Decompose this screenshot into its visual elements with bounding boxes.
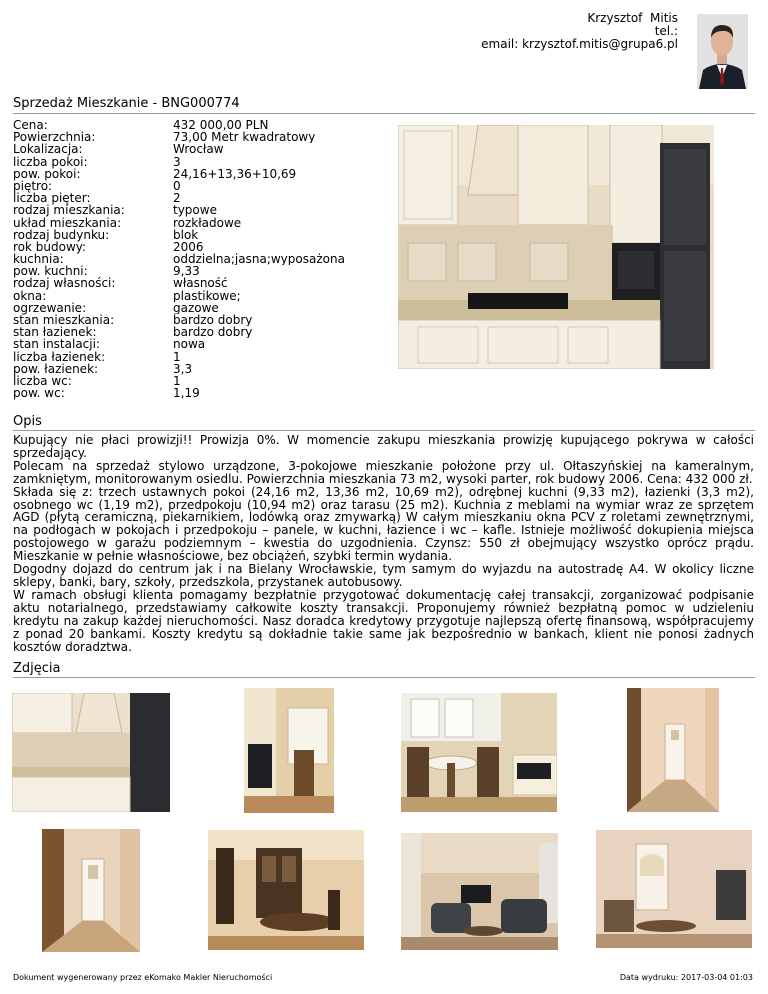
property-row xyxy=(13,277,393,289)
property-row xyxy=(13,143,393,155)
footer-print-date: Data wydruku: 2017-03-04 01:03 xyxy=(619,973,753,982)
description-divider xyxy=(13,430,755,431)
property-label: rodzaj własności: xyxy=(13,276,116,291)
description-paragraph: W ramach obsługi klienta pomagamy bezpłatnie przygotować dokumentację całej transakcji, zorganizować podpisanie aktu notarialnego, przedstawiamy całkowite koszty transakcji. Proponujemy również bezpłatną pomoc w udzieleniu kredytu na zakup każdej nieruchomości. Nasz doradca kredytowy przygotuje najlepszą ofertę finansową, współpracujemy z ponad 20 bankami. Koszty kredytu są dokładnie takie same jak bezpośrednio w bankach, klient nie ponosi żadnych kosztów doradztwa. xyxy=(13,587,754,654)
property-value: 3,3 xyxy=(173,362,193,375)
property-value: 3 xyxy=(173,155,181,168)
property-value: 9,33 xyxy=(173,265,200,278)
property-value: Wrocław xyxy=(173,143,224,156)
property-label: Cena: xyxy=(13,118,48,132)
property-label: piętro: xyxy=(13,178,53,193)
property-value: gazowe xyxy=(173,301,219,314)
property-value: 73,00 Metr kwadratowy xyxy=(173,131,316,144)
gallery-photo-kitchen[interactable] xyxy=(12,693,170,812)
property-label: układ mieszkania: xyxy=(13,215,122,230)
listing-title: Sprzedaż Mieszkanie - BNG000774 xyxy=(13,96,240,111)
property-row xyxy=(13,156,393,168)
gallery-photo-dining[interactable] xyxy=(401,693,557,812)
agent-contact xyxy=(481,12,678,51)
gallery-photo-dining-room[interactable] xyxy=(208,830,364,950)
property-label: pow. wc: xyxy=(13,386,65,401)
property-label: Powierzchnia: xyxy=(13,130,96,145)
description-paragraph: Polecam na sprzedaż stylowo urządzone, 3-pokojowe mieszkanie położone przy ul. Ołtaszyńskiej na kameralnym, zamkniętym, monitorowanym osiedlu. Powierzchnia mieszkania 73 m2, wysoki parter, rok budowy 2006. Cena: 432 000 zł. xyxy=(13,458,754,486)
agent-photo xyxy=(697,14,748,89)
property-row xyxy=(13,241,393,253)
property-row xyxy=(13,375,393,387)
property-value: oddzielna;jasna;wyposażona xyxy=(173,253,345,266)
photos-divider xyxy=(13,677,755,678)
description-heading: Opis xyxy=(13,414,42,429)
property-value: 432 000,00 PLN xyxy=(173,119,269,132)
agent-email[interactable]: email: krzysztof.mitis@grupa6.pl xyxy=(481,37,678,51)
gallery-photo-room[interactable] xyxy=(596,830,752,948)
property-label: stan mieszkania: xyxy=(13,313,115,327)
title-divider xyxy=(13,113,755,114)
photos-heading: Zdjęcia xyxy=(13,661,61,676)
property-label: liczba wc: xyxy=(13,373,72,388)
property-label: pow. kuchni: xyxy=(13,264,88,279)
property-value: 2 xyxy=(173,192,181,205)
property-row xyxy=(13,387,393,399)
property-label: rodzaj mieszkania: xyxy=(13,203,125,218)
property-label: liczba pokoi: xyxy=(13,154,88,169)
property-value: 0 xyxy=(173,179,181,193)
footer-generated-by: Dokument wygenerowany przez eKomako Makler Nieruchomości xyxy=(13,973,273,982)
property-value: 2006 xyxy=(173,240,204,254)
property-label: stan łazienek: xyxy=(13,325,97,340)
property-value: bardzo dobry xyxy=(173,314,253,327)
property-value: plastikowe; xyxy=(173,289,241,302)
property-row xyxy=(13,351,393,363)
gallery-photo-hallway-kitchen[interactable] xyxy=(244,688,334,813)
property-label: rodzaj budynku: xyxy=(13,227,110,242)
property-value: 24,16+13,36+10,69 xyxy=(173,167,297,180)
property-value: 1,19 xyxy=(173,387,200,400)
description-paragraph: Składa się z: trzech ustawnych pokoi (24,16 m2, 13,36 m2, 10,69 m2), odrębnej kuchni (9,33 m2), łazienki (3,3 m2), osobnego wc (1,19 m2), przedpokoju (10,94 m2) oraz tarasu (25 m2). Kuchnia z meblami na wymiar wraz ze sprzętem AGD (płytą ceramiczną, piekarnikiem, lodówką oraz zmywarką) W całym mieszkaniu okna PCV z roletami zewnętrznymi, na podłogach w pokojach i przedpokoju – panele, w kuchni, łazience i wc – kafle. Istnieje możliwość dokupienia miejsca postojowego w garażu podziemnym – kwestia do uzgodnienia. Czynsz: 550 zł obejmujący wszystko oprócz prądu. Mieszkanie w pełnie własnościowe, bez obciążeń, szybki termin wydania. xyxy=(13,484,754,564)
description-text xyxy=(13,434,754,653)
property-label: okna: xyxy=(13,288,47,303)
description-paragraph: Dogodny dojazd do centrum jak i na Bielany Wrocławskie, tym samym do wyjazdu na autostradę A4. W okolicy liczne sklepy, banki, bary, szkoły, przedszkola, przystanek autobusowy. xyxy=(13,562,754,589)
property-label: stan instalacji: xyxy=(13,337,100,352)
property-details xyxy=(13,119,393,399)
property-label: Lokalizacja: xyxy=(13,142,83,157)
property-label: rok budowy: xyxy=(13,239,87,254)
property-row xyxy=(13,204,393,216)
property-label: kuchnia: xyxy=(13,252,64,267)
property-value: 1 xyxy=(173,350,181,363)
agent-phone: tel.: xyxy=(654,24,678,38)
property-label: pow. pokoi: xyxy=(13,166,81,181)
property-row xyxy=(13,290,393,302)
property-label: pow. łazienek: xyxy=(13,361,99,376)
property-label: liczba pięter: xyxy=(13,191,91,206)
main-photo-kitchen xyxy=(398,125,714,369)
description-paragraph: Kupujący nie płaci prowizji!! Prowizja 0%. W momencie zakupu mieszkania prowizję kupującego pokrywa w całości sprzedający. xyxy=(13,433,754,460)
property-label: liczba łazienek: xyxy=(13,349,106,364)
agent-name: Krzysztof Mitis xyxy=(587,11,678,25)
property-value: blok xyxy=(173,228,199,241)
property-row xyxy=(13,338,393,350)
property-label: ogrzewanie: xyxy=(13,300,87,315)
property-value: własność xyxy=(173,277,228,290)
property-value: nowa xyxy=(173,338,206,351)
gallery-photo-entrance[interactable] xyxy=(42,829,140,952)
property-row xyxy=(13,217,393,229)
property-value: 1 xyxy=(173,374,181,388)
gallery-photo-living-room[interactable] xyxy=(401,833,558,950)
property-value: typowe xyxy=(173,204,217,217)
property-value: rozkładowe xyxy=(173,216,242,229)
property-value: bardzo dobry xyxy=(173,326,253,339)
gallery-photo-corridor[interactable] xyxy=(627,688,719,812)
property-row xyxy=(13,168,393,180)
